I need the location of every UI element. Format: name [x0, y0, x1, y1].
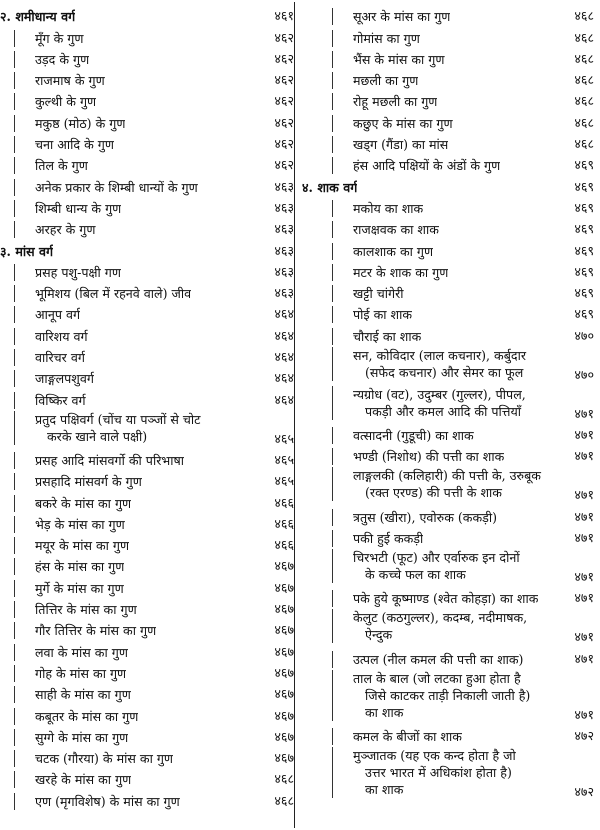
toc-page-number: ४६९: [574, 221, 594, 237]
toc-entry: [302, 668, 598, 724]
toc-entry-title: एण (मृगविशेष) के मांस का गुण: [14, 793, 180, 810]
toc-entry-title: चना आदि के गुण: [14, 136, 114, 153]
toc-entry: [302, 4, 598, 25]
toc-entry: [0, 448, 294, 469]
toc-page-number: ४६३: [274, 221, 294, 237]
toc-entry-title: चटक (गौरया) के मांस का गुण: [14, 750, 173, 767]
toc-entry-line: का शाक: [365, 781, 404, 797]
toc-entry-title: [332, 670, 598, 721]
toc-page-number: ४६२: [274, 157, 294, 173]
toc-page-number: ४६९: [574, 263, 594, 279]
toc-page-number: ४७१: [574, 629, 594, 645]
toc-entry-title: मटर के शाक का गुण: [332, 264, 448, 281]
toc-page-number: ४६९: [574, 285, 594, 301]
toc-page-number: ४६७: [274, 707, 294, 723]
toc-page-number: ४६७: [274, 643, 294, 659]
toc-page-number: ४६९: [574, 157, 594, 173]
toc-entry: [0, 639, 294, 660]
toc-entry: [0, 260, 294, 281]
toc-page-number: ४६९: [574, 242, 594, 258]
toc-entry-title: रोहू मछली का गुण: [332, 93, 437, 110]
toc-entry-title: हंस के मांस का गुण: [14, 558, 124, 575]
toc-entry: [0, 217, 294, 238]
toc-entry-title: राजमाष के गुण: [14, 72, 105, 89]
toc-page-number: ४६४: [274, 370, 294, 386]
toc-entry: [0, 788, 294, 809]
toc-page-number: ४६३: [274, 199, 294, 215]
toc-entry-title: प्रसह पशु-पक्षी गण: [14, 264, 121, 281]
toc-entry: [302, 384, 598, 423]
toc-entry: [0, 89, 294, 110]
toc-entry: [0, 533, 294, 554]
toc-entry: [302, 607, 598, 646]
column-divider: [294, 2, 295, 828]
toc-page-number: ४६६: [274, 515, 294, 531]
toc-section-title: २. शमीधान्य वर्ग: [0, 9, 76, 25]
toc-entry: [0, 196, 294, 217]
toc-page-number: ४६७: [274, 558, 294, 574]
toc-page-number: ४६८: [574, 93, 594, 109]
toc-entry-title: मकोय का शाक: [332, 200, 423, 217]
toc-entry-title: भेड़ के मांस का गुण: [14, 516, 125, 533]
toc-entry: [0, 746, 294, 767]
toc-entry: [302, 89, 598, 110]
toc-entry: [302, 745, 598, 801]
toc-entry-title: मयूर के मांस का गुण: [14, 537, 129, 554]
toc-page-number: ४७१: [574, 590, 594, 606]
toc-page-number: ४६४: [274, 306, 294, 322]
toc-entry: [302, 196, 598, 217]
toc-entry: [302, 153, 598, 174]
toc-entry-title: [332, 747, 598, 798]
toc-entry: [0, 323, 294, 344]
toc-entry-title: पकी हुई ककड़ी: [332, 530, 423, 547]
toc-entry: [302, 302, 598, 323]
toc-entry: [0, 345, 294, 366]
toc-entry: [0, 725, 294, 746]
toc-entry: [302, 25, 598, 46]
toc-page-number: ४७१: [574, 568, 594, 584]
toc-entry-title: वारिशय वर्ग: [14, 328, 88, 345]
toc-page-number: ४७१: [574, 706, 594, 722]
toc-entry-title: कमल के बीजों का शाक: [332, 728, 462, 745]
toc-page-number: ४६७: [274, 622, 294, 638]
toc-entry-title: कछुए के मांस का गुण: [332, 115, 453, 132]
toc-entry-title: प्रसहादि मांसवर्ग के गुण: [14, 473, 142, 490]
toc-right-column: [302, 4, 598, 801]
toc-page-number: ४६८: [274, 771, 294, 787]
toc-entry-line: मुञ्जातक (यह एक कन्द होता है जो: [353, 747, 516, 763]
toc-page-number: ४६७: [274, 664, 294, 680]
toc-page-number: ४६६: [274, 494, 294, 510]
toc-entry-line: सन, कोविदार (लाल कचनार), कर्बुदार: [353, 347, 527, 363]
toc-entry: [0, 661, 294, 682]
toc-page-number: ४६९: [574, 199, 594, 215]
toc-page-number: ४६७: [274, 579, 294, 595]
toc-entry-title: [332, 347, 598, 381]
toc-entry: [302, 345, 598, 384]
toc-entry-title: भैंस के मांस का गुण: [332, 51, 445, 68]
toc-entry-line: करके खाने वाले पक्षी): [47, 428, 148, 444]
toc-entry-title: अनेक प्रकार के शिम्बी धान्यों के गुण: [14, 179, 198, 196]
toc-entry: [302, 526, 598, 547]
toc-page-number: ४७२: [574, 727, 594, 743]
toc-section-title: ३. मांस वर्ग: [0, 243, 54, 259]
toc-entry: [302, 110, 598, 131]
toc-page-number: ४७१: [574, 529, 594, 545]
toc-entry-title: उड़द के गुण: [14, 51, 89, 68]
toc-entry-title: त्रतुस (खीरा), एवोरुक (ककड़ी): [332, 509, 497, 526]
toc-section-title: ४. शाक वर्ग: [302, 179, 358, 195]
toc-entry: [0, 25, 294, 46]
toc-entry: [302, 68, 598, 89]
toc-entry-line: लाङ्गलकी (कलिहारी) की पत्ती के, उरुबूक: [353, 468, 541, 484]
toc-entry-title: विष्किर वर्ग: [14, 392, 86, 409]
toc-entry: [0, 366, 294, 387]
toc-entry: [302, 504, 598, 525]
toc-entry: [0, 68, 294, 89]
toc-page-number: ४६८: [574, 29, 594, 45]
toc-entry-line: (सफेद कचनार) और सेमर का फूल: [365, 364, 524, 380]
toc-entry-title: मुर्गे के मांस का गुण: [14, 580, 124, 597]
toc-page-number: ४७१: [574, 650, 594, 666]
toc-entry: [302, 323, 598, 344]
toc-page-number: ४६३: [274, 178, 294, 194]
toc-entry-title: हंस आदि पक्षियों के अंडों के गुण: [332, 157, 500, 174]
toc-page-number: ४६८: [574, 114, 594, 130]
toc-entry-title: कुल्थी के गुण: [14, 93, 96, 110]
toc-entry-line: के कच्चे फल का शाक: [365, 566, 466, 582]
toc-page-number: ४६१: [274, 8, 294, 24]
toc-entry-line: ऐन्दुक: [365, 627, 393, 643]
toc-page-number: ४६३: [274, 263, 294, 279]
toc-section-heading: [302, 174, 598, 195]
toc-entry-title: मछली का गुण: [332, 72, 418, 89]
toc-entry: [302, 423, 598, 444]
toc-entry-line: केलुट (कठगुल्लर), कदम्ब, नदीमाषक,: [353, 610, 528, 626]
toc-entry-title: गोह के मांस का गुण: [14, 665, 126, 682]
toc-entry-title: भूमिशय (बिल में रहनवे वाले) जीव: [14, 285, 191, 302]
toc-entry-title: सुग्गे के मांस का गुण: [14, 729, 128, 746]
toc-left-column: [0, 4, 294, 810]
toc-entry-title: प्रसह आदि मांसवर्गो की परिभाषा: [14, 452, 184, 469]
toc-page-number: ४६७: [274, 601, 294, 617]
toc-entry-title: [14, 411, 294, 445]
toc-entry: [0, 575, 294, 596]
toc-page-number: ४७१: [574, 405, 594, 421]
toc-entry-title: राजक्षवक का शाक: [332, 221, 439, 238]
toc-entry-title: शिम्बी धान्य के गुण: [14, 200, 121, 217]
toc-entry-title: मकुष्ठ (मोठ) के गुण: [14, 115, 125, 132]
toc-entry: [302, 586, 598, 607]
toc-page-number: ४६७: [274, 686, 294, 702]
toc-page-number: ४६९: [574, 178, 594, 194]
toc-page-number: ४६९: [574, 306, 594, 322]
toc-entry: [302, 132, 598, 153]
toc-entry-title: वत्सादनी (गुडूची) का शाक: [332, 427, 474, 444]
toc-entry-title: पोई का शाक: [332, 306, 412, 323]
toc-entry-line: न्यग्रोध (वट), उदुम्बर (गुल्लर), पीपल,: [353, 386, 526, 402]
toc-page-number: ४६८: [574, 72, 594, 88]
toc-entry-line: प्रतुद पक्षिवर्ग (चोंच या पञ्जों से चोट: [35, 411, 201, 427]
toc-entry: [0, 387, 294, 408]
toc-page-number: ४६७: [274, 728, 294, 744]
toc-entry: [302, 281, 598, 302]
toc-entry-title: खरहे के मांस का गुण: [14, 771, 131, 788]
toc-entry: [0, 682, 294, 703]
toc-entry: [0, 469, 294, 490]
toc-entry: [302, 465, 598, 504]
toc-page-number: ४७०: [574, 327, 594, 343]
toc-entry-title: गौर तित्तिर के मांस का गुण: [14, 622, 156, 639]
toc-entry-title: कबूतर के मांस का गुण: [14, 708, 138, 725]
toc-page-number: ४७२: [574, 783, 594, 799]
toc-page-number: ४६२: [274, 50, 294, 66]
toc-entry: [0, 554, 294, 575]
toc-page-number: ४६२: [274, 136, 294, 152]
toc-entry-title: लवा के मांस का गुण: [14, 644, 128, 661]
toc-entry-title: कालशाक का गुण: [332, 243, 433, 260]
toc-entry-line: उत्तर भारत में अधिकांश होता है): [365, 764, 512, 780]
toc-entry-title: जाङ्गलपशुवर्ग: [14, 370, 94, 387]
toc-page-number: ४७१: [574, 427, 594, 443]
toc-page-number: ४६४: [274, 349, 294, 365]
toc-page-number: ४६४: [274, 391, 294, 407]
toc-entry: [0, 132, 294, 153]
toc-page-number: ४६८: [574, 8, 594, 24]
toc-entry-title: [332, 549, 598, 583]
toc-entry-title: अरहर के गुण: [14, 221, 96, 238]
toc-page-number: ४६४: [274, 327, 294, 343]
toc-page-number: ४६८: [274, 792, 294, 808]
toc-page-number: ४६७: [274, 750, 294, 766]
toc-page-number: ४६५: [274, 473, 294, 489]
toc-entry-title: पके हुये कूष्माण्ड (श्वेत कोहड़ा) का शाक: [332, 590, 538, 607]
toc-entry-line: का शाक: [365, 704, 404, 720]
toc-page-number: ४६५: [274, 430, 294, 446]
toc-entry-line: ताल के बाल (जो लटका हुआ होता है: [353, 670, 521, 686]
toc-entry: [0, 302, 294, 323]
toc-page-number: ४६३: [274, 242, 294, 258]
toc-entry: [0, 281, 294, 302]
toc-entry-title: साही के मांस का गुण: [14, 686, 131, 703]
toc-page-number: ४६३: [274, 285, 294, 301]
toc-entry-title: खड्ग (गैंडा) का मांस: [332, 136, 448, 153]
toc-entry-title: तिल के गुण: [14, 157, 88, 174]
toc-entry-line: पकड़ी और कमल आदि की पत्तियाँ: [365, 403, 522, 419]
toc-entry-title: तित्तिर के मांस का गुण: [14, 601, 137, 618]
toc-entry: [302, 260, 598, 281]
toc-entry: [302, 547, 598, 586]
toc-page-number: ४६२: [274, 114, 294, 130]
toc-page-number: ४६२: [274, 93, 294, 109]
toc-page-number: ४७०: [574, 366, 594, 382]
toc-page-number: ४६२: [274, 29, 294, 45]
toc-page-number: ४७१: [574, 487, 594, 503]
toc-entry-line: चिरभटी (फूट) और एर्वारुक इन दोनों: [353, 549, 520, 565]
toc-page-number: ४६८: [574, 136, 594, 152]
toc-entry: [0, 512, 294, 533]
toc-entry: [302, 217, 598, 238]
toc-entry-title: [332, 609, 598, 643]
toc-entry: [302, 238, 598, 259]
toc-entry-title: खट्टी चांगेरी: [332, 285, 404, 302]
toc-page-number: ४६६: [274, 537, 294, 553]
toc-entry: [0, 47, 294, 68]
toc-entry: [0, 597, 294, 618]
toc-entry-title: वारिचर वर्ग: [14, 349, 85, 366]
toc-page-number: ४७१: [574, 508, 594, 524]
toc-entry-title: [332, 467, 598, 501]
toc-entry-title: चौराई का शाक: [332, 328, 421, 345]
toc-entry: [0, 767, 294, 788]
toc-page-number: ४६५: [274, 451, 294, 467]
toc-entry: [0, 703, 294, 724]
toc-entry-title: भण्डी (निशोथ) की पत्ती का शाक: [332, 448, 504, 465]
toc-entry-title: गोमांस का गुण: [332, 30, 420, 47]
toc-entry-title: उत्पल (नील कमल की पत्ती का शाक): [332, 651, 523, 668]
toc-section-heading: [0, 238, 294, 259]
toc-entry-line: (रक्त एरण्ड) की पत्ती के शाक: [365, 485, 502, 501]
toc-entry-title: बकरे के मांस का गुण: [14, 495, 131, 512]
toc-page-number: ४६८: [574, 50, 594, 66]
toc-entry-title: सूअर के मांस का गुण: [332, 8, 450, 25]
toc-section-heading: [0, 4, 294, 25]
toc-entry: [302, 724, 598, 745]
toc-entry: [0, 618, 294, 639]
toc-entry: [0, 110, 294, 131]
toc-page-number: ४७१: [574, 448, 594, 464]
toc-page-number: ४६२: [274, 72, 294, 88]
toc-entry: [0, 153, 294, 174]
toc-entry: [0, 409, 294, 448]
toc-entry: [302, 47, 598, 68]
toc-entry: [302, 444, 598, 465]
toc-entry-title: आनूप वर्ग: [14, 306, 80, 323]
toc-entry: [302, 646, 598, 667]
toc-entry: [0, 174, 294, 195]
toc-entry: [0, 490, 294, 511]
toc-entry-line: जिसे काटकर ताड़ी निकाली जाती है): [365, 687, 531, 703]
toc-entry-title: मूँग के गुण: [14, 30, 84, 47]
toc-entry-title: [332, 386, 598, 420]
